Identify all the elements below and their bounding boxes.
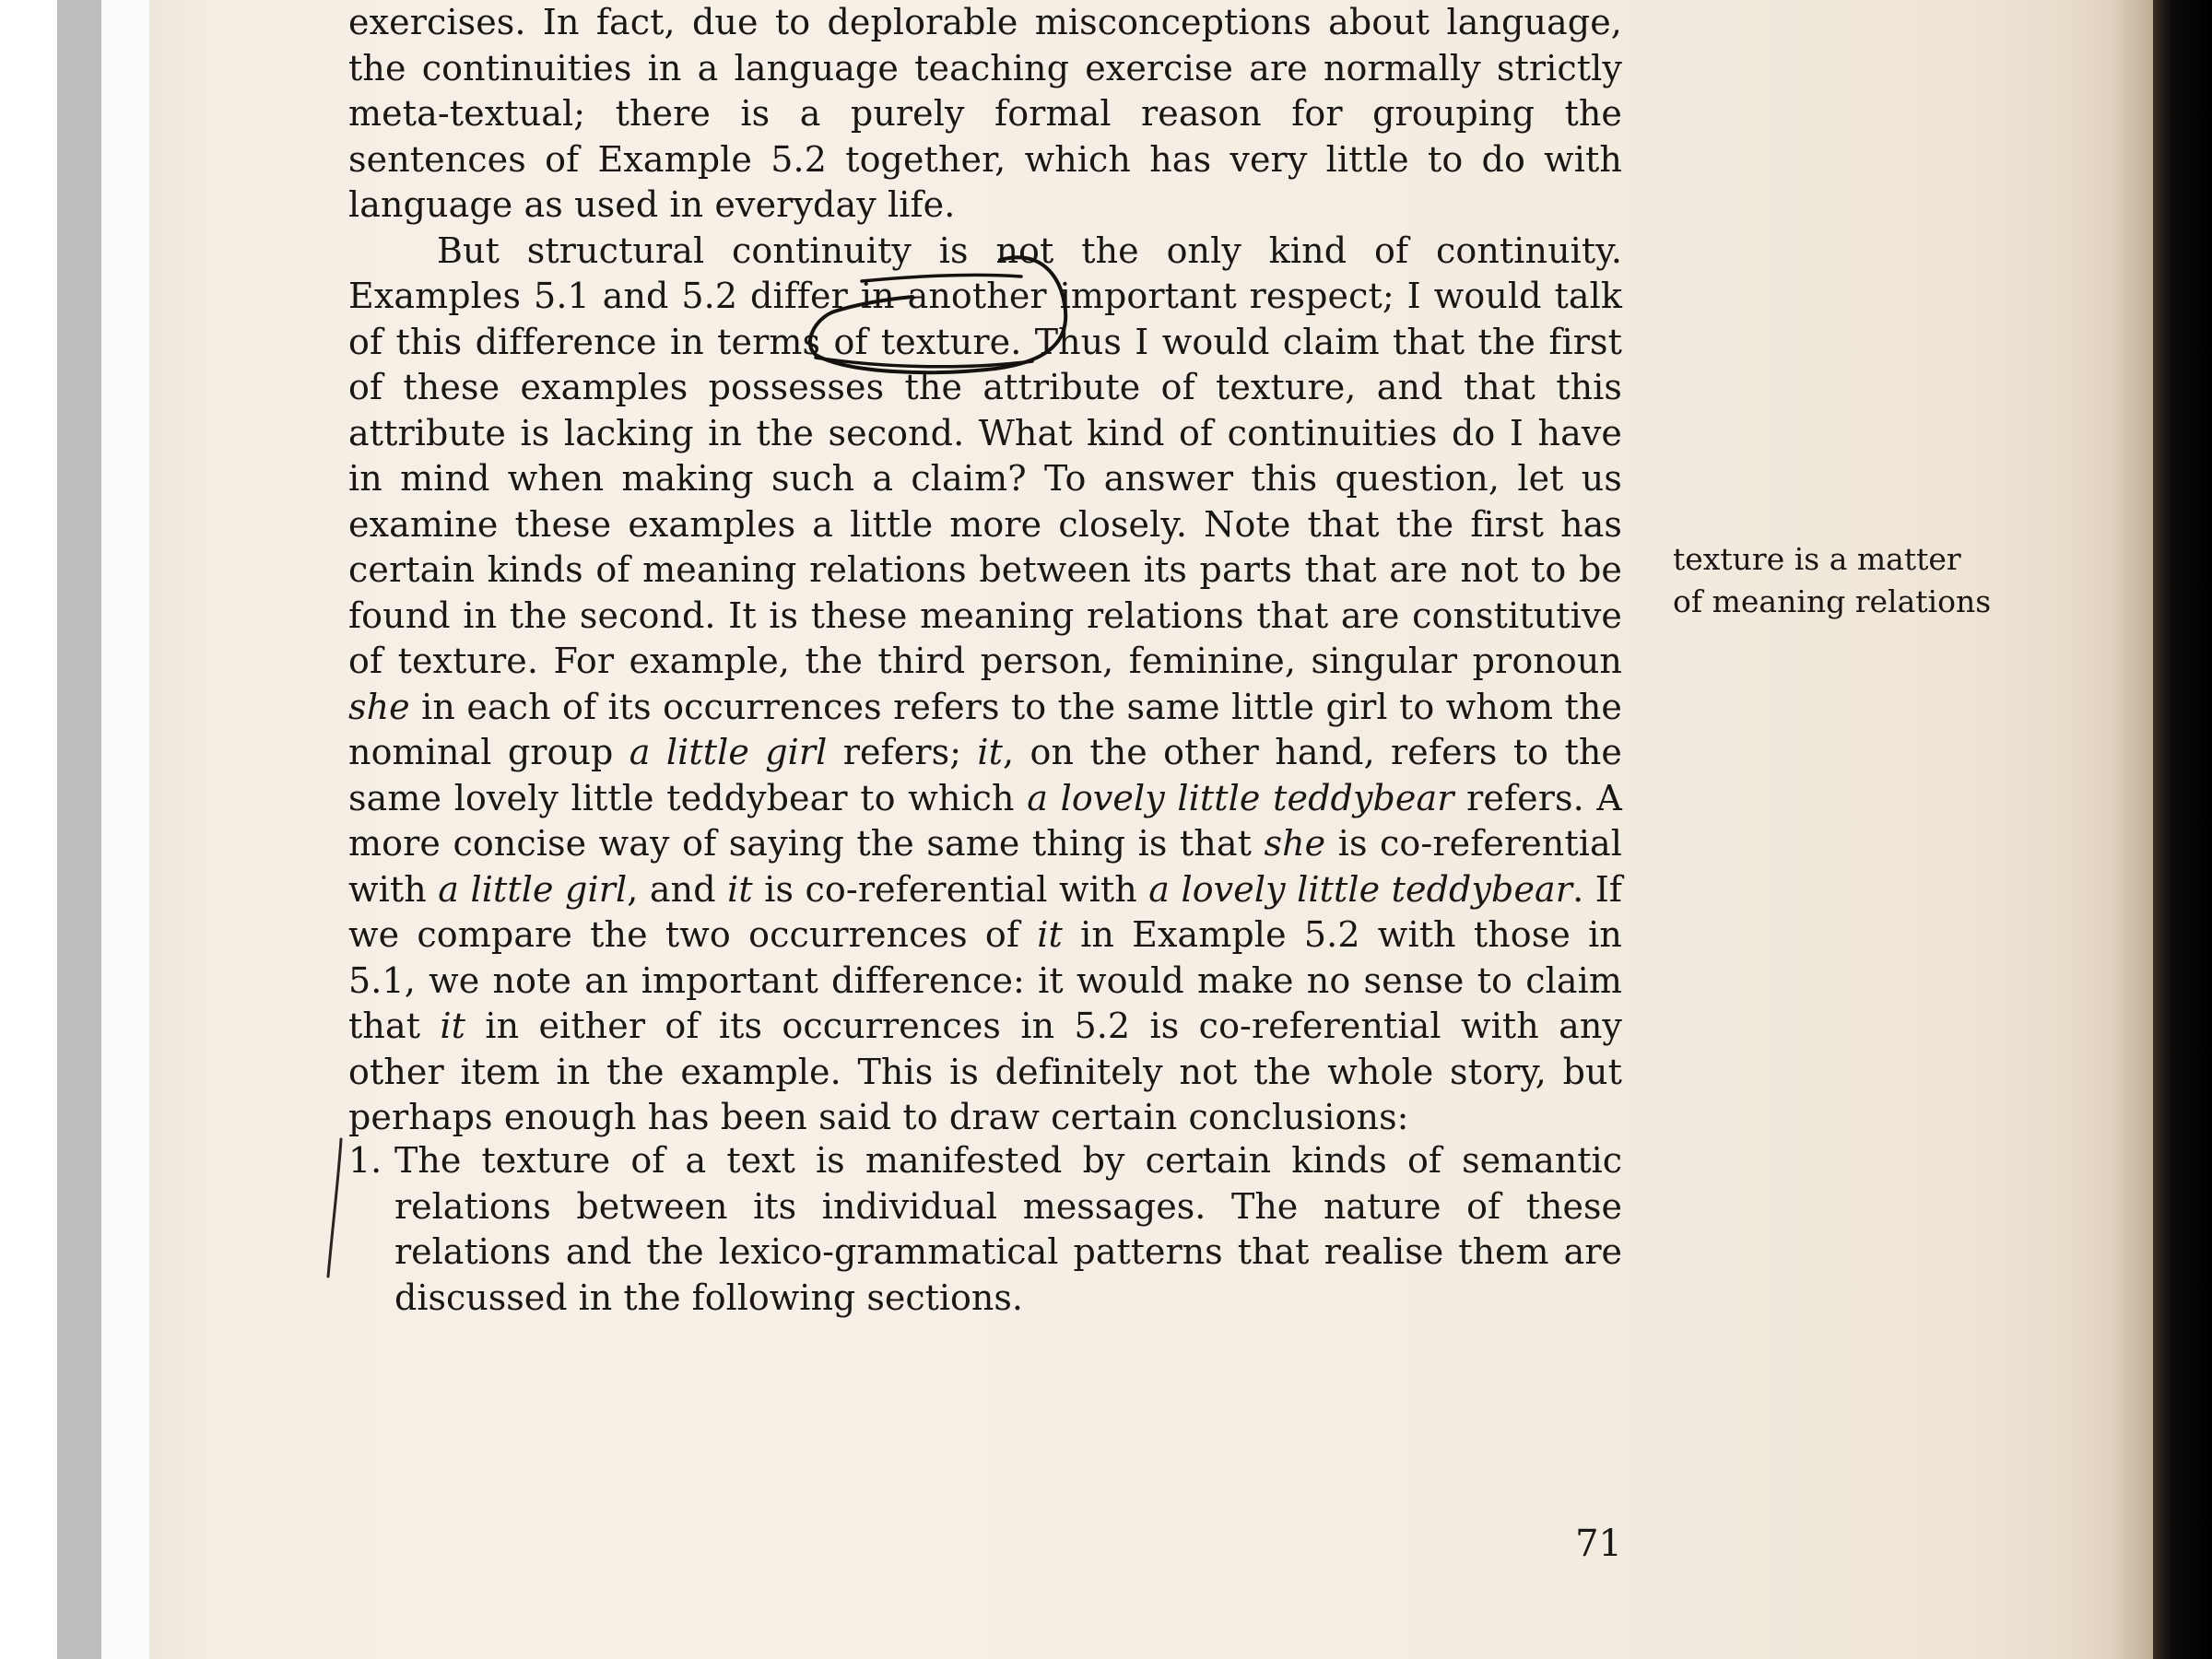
text-run: , on the other hand, refers to the same lovely little teddybear to which <box>348 732 1622 818</box>
text-run: . If we compare the two occurrences of <box>348 868 1622 955</box>
text-run: refers; <box>827 732 978 772</box>
margin-note <box>1673 538 2060 623</box>
page-number: 71 <box>1575 1523 1622 1565</box>
text-run: , and <box>627 868 728 910</box>
italic-text: it <box>1037 914 1063 955</box>
page-curl-shadow <box>2111 0 2157 1659</box>
right-dark-edge <box>2153 0 2212 1659</box>
paragraph-1 <box>348 0 1622 229</box>
text-run: is co-referential with <box>752 868 1149 910</box>
italic-text: it <box>977 732 1004 772</box>
numbered-list <box>348 1138 1622 1321</box>
binder-shadow-stripe <box>57 0 101 1659</box>
gutter-strip <box>101 0 149 1659</box>
left-margin <box>0 0 57 1659</box>
paragraph-2 <box>348 229 1622 1141</box>
list-item-number: 1. <box>348 1140 382 1181</box>
text-run: in Example 5.2 with those in 5.1, we note an important difference: it would make no sense to claim that <box>348 914 1622 1046</box>
italic-text: she <box>1264 823 1326 864</box>
list-item-text: The texture of a text is manifested by certain kinds of semantic relations between its individual messages. The nature of these relations and the lexico-grammatical patterns that realise them are discussed in the following sections. <box>394 1140 1622 1318</box>
text-run: refers. A more concise way of saying the same thing is that <box>348 777 1622 864</box>
italic-text: a lovely little teddybear <box>1148 868 1573 910</box>
italic-text: a little girl <box>629 732 828 772</box>
text-run: But structural continuity is not the only kind of continuity. Examples 5.1 and 5.2 differ in another important respect; I would talk of this difference in terms of texture. Thus I would claim that the first of these examples possesses the attribute of texture, and that this attribute is lacking in the second. What kind of continuities do I have in mind when making such a claim? To answer this question, let us examine these examples a little more closely. Note that the first has certain kinds of meaning relations between its parts that are not to be found in the second. It is these meaning relations that are constitutive of texture. For example, the third person, feminine, singular pronoun <box>348 229 1622 681</box>
main-text-column <box>348 0 1622 1141</box>
italic-text: it <box>727 868 753 910</box>
text-run: exercises. In fact, due to deplorable misconceptions about language, the continuities in a language teaching exercise are normally strictly meta-textual; there is a purely formal reason for grouping the sentences of Example 5.2 together, which has very little to do with language as used in everyday life. <box>348 2 1622 225</box>
text-run: is co-referential with <box>348 823 1623 910</box>
margin-note-line-2: of meaning relations <box>1673 583 1992 619</box>
list-item <box>348 1138 1622 1321</box>
italic-text: a lovely little teddybear <box>1027 777 1454 818</box>
text-run: in either of its occurrences in 5.2 is co-referential with any other item in the example. This is definitely not the whole story, but perhaps enough has been said to draw certain conclusions: <box>348 1006 1623 1137</box>
italic-text: a little girl <box>438 868 628 910</box>
italic-text: it <box>440 1006 466 1046</box>
margin-note-line-1: texture is a matter <box>1673 541 1961 577</box>
text-run: in each of its occurrences refers to the same little girl to whom the nominal group <box>348 686 1622 772</box>
italic-text: she <box>348 686 410 727</box>
